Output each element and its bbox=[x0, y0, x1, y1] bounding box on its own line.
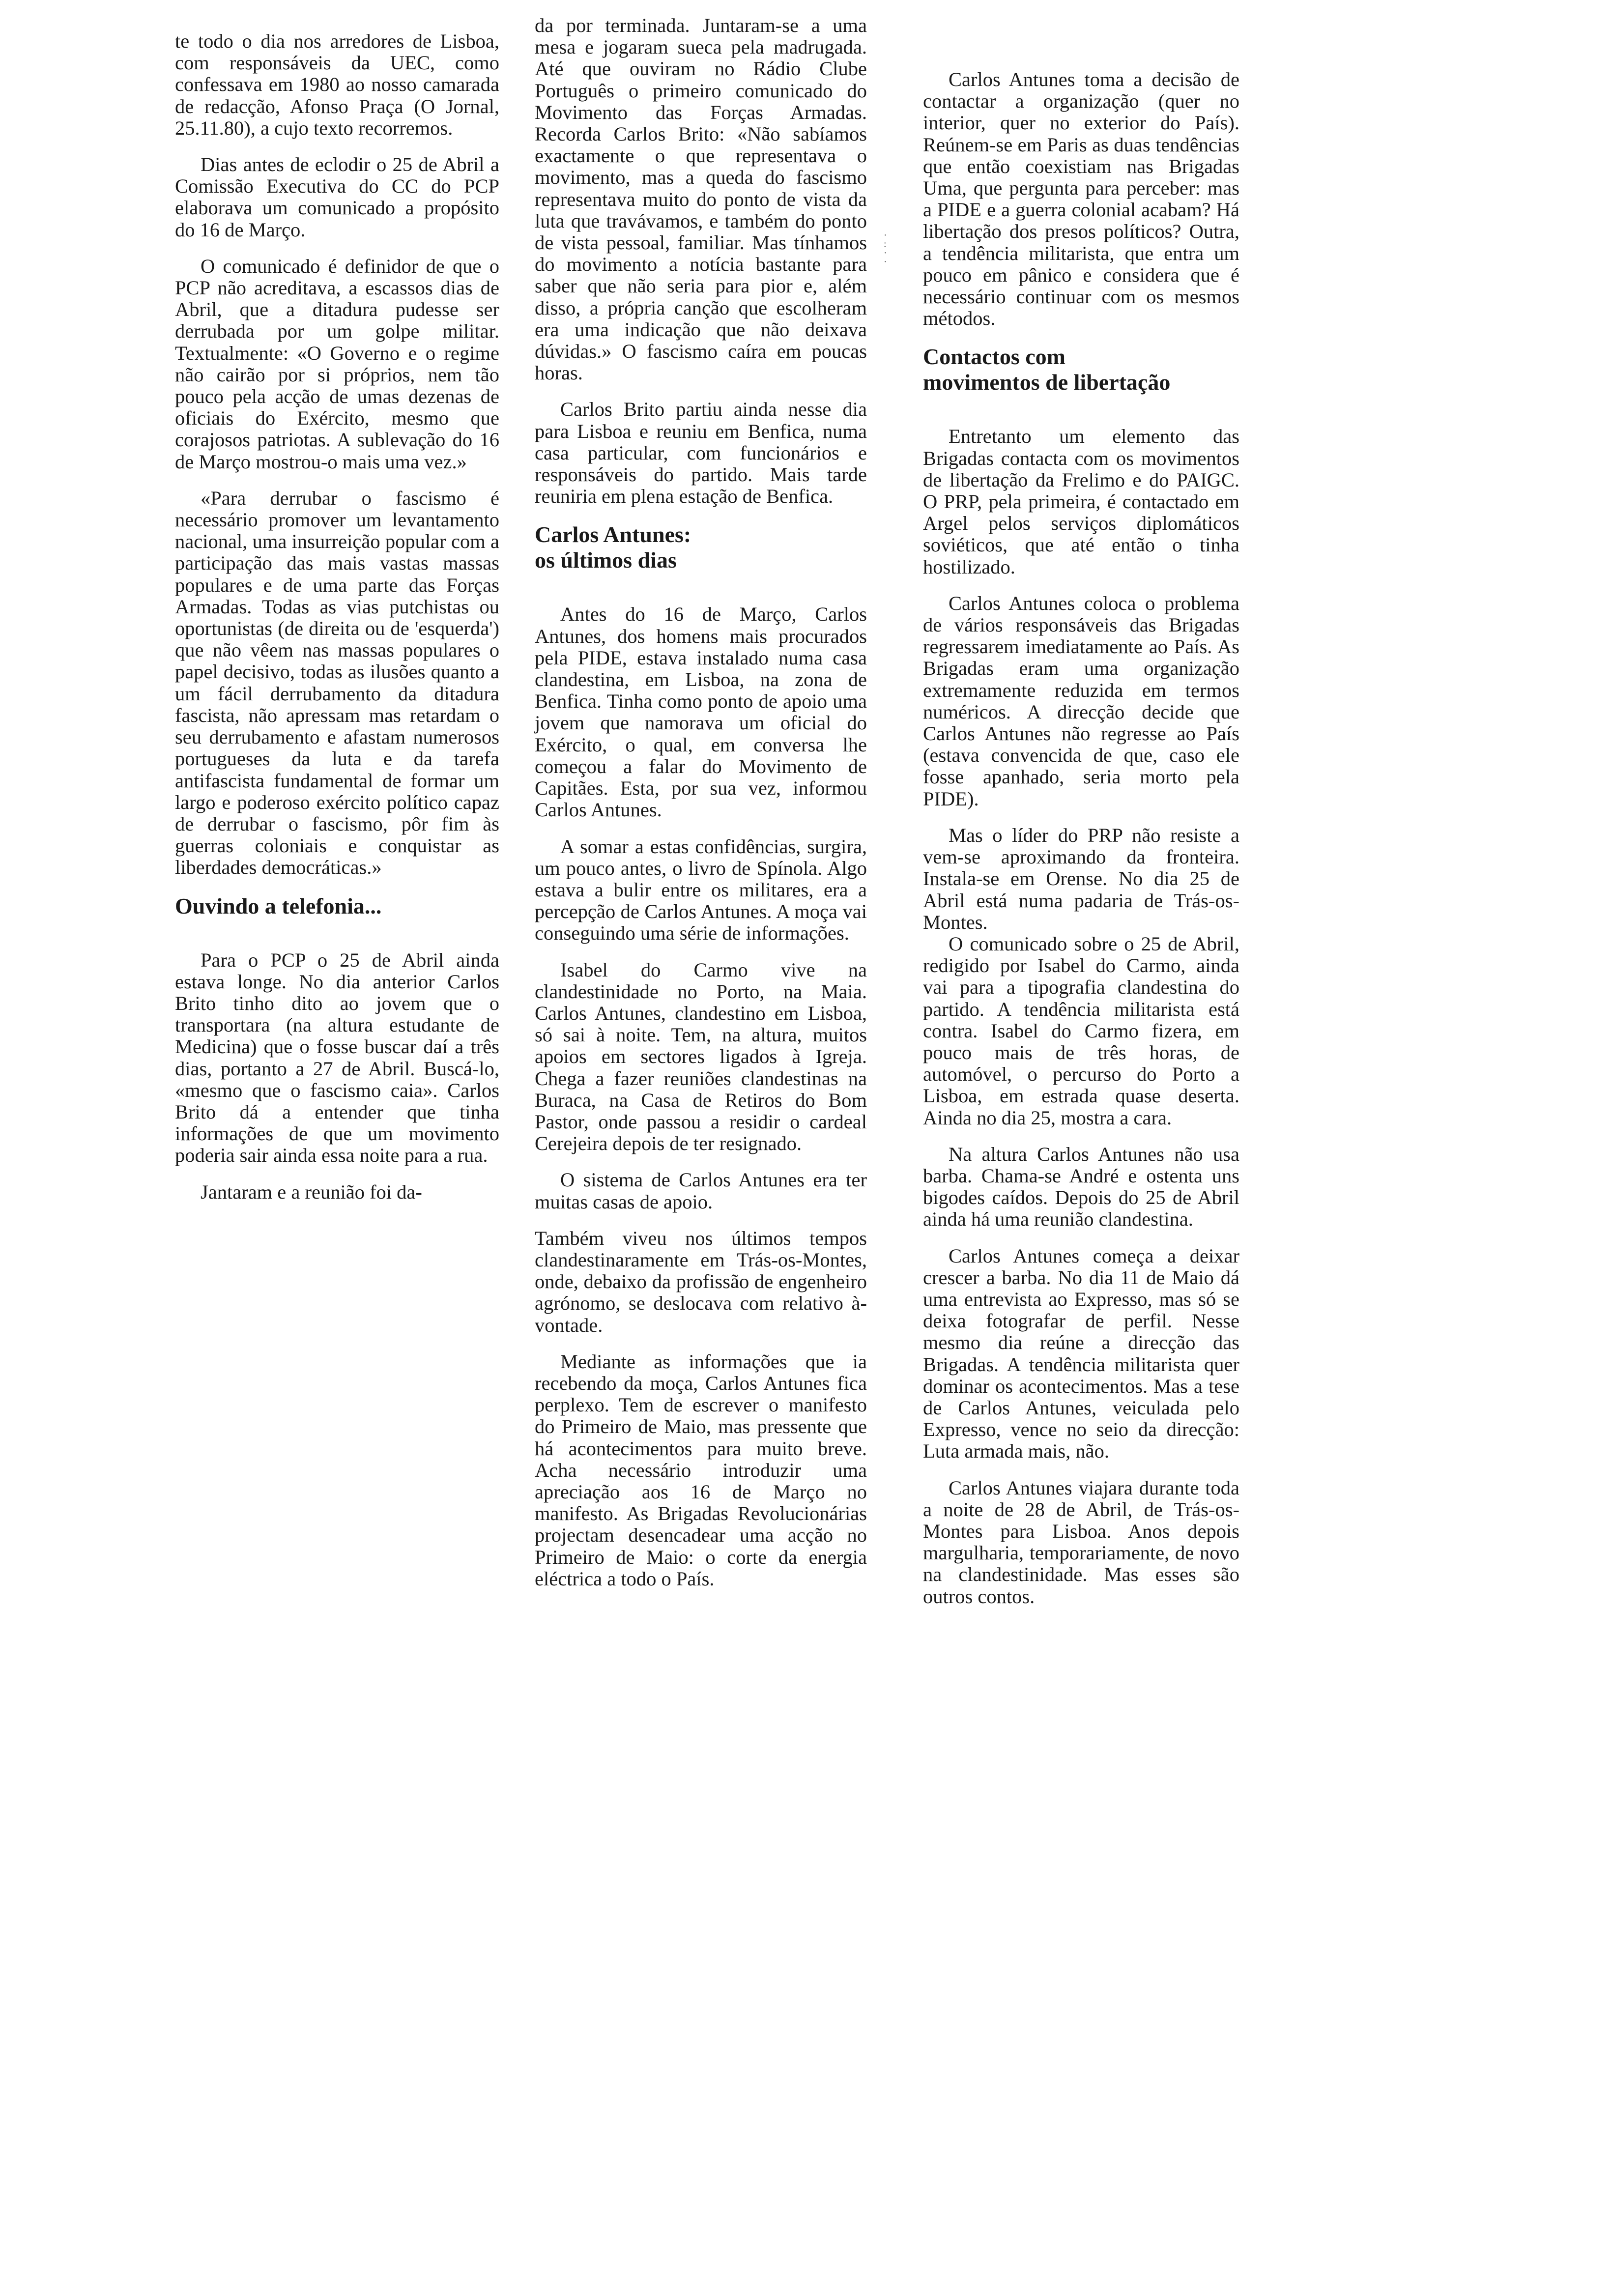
paragraph: Carlos Antunes viajara durante toda a noite de 28 de Abril, de Trás-os-Montes para Lisboa. Anos depois margulharia, temporariamente, de novo na clandestinidade. Mas esses são outros contos. bbox=[923, 1476, 1239, 1607]
section-heading: Ouvindo a telefonia... bbox=[175, 893, 382, 918]
quoted-paragraph: «Para derrubar o fascismo é necessário promover um levantamento nacional, uma insurreição popular com a participação das mais vastas massas populares e de uma parte das Forças Armadas. Todas as vias putchistas ou oportunistas (de direita ou de 'esquerda') que não vêem nas massas populares o papel decisivo, todas as ilusões quanto a um fácil derrubamento da ditadura fascista, não apressam mas retardam o seu derrubamento e afastam numerosos portugueses da luta e da tarefa antifascista fundamental de formar um largo e poderoso exército político capaz de derrubar o fascismo, pôr fim às guerras coloniais e conquistar as liberdades democráticas.» bbox=[175, 487, 499, 879]
paragraph: da por terminada. Juntaram-se a uma mesa e jogaram sueca pela madrugada. Até que ouviram no Rádio Clube Português o primeiro comunicado do Movimento das Forças Armadas. Recorda Carlos Brito: «Não sabíamos exactamente o que representava o movimento, mas a queda do fascismo representava muito do ponto de vista da luta que travávamos, e também do ponto de vista pessoal, familiar. Mas tínhamos do movimento a notícia bastante para saber que não seria para pior e, além disso, a própria canção que escolheram era uma indicação que não deixava dúvidas.» O fascismo caíra em poucas horas. bbox=[535, 14, 867, 384]
print-specks: · : · · bbox=[884, 230, 887, 267]
section-heading-line: os últimos dias bbox=[535, 547, 677, 573]
article-column-1 bbox=[175, 30, 499, 1218]
paragraph: Jantaram e a reunião foi da- bbox=[201, 1180, 422, 1203]
section-heading-line: movimentos de libertação bbox=[923, 370, 1171, 395]
paragraph: O comunicado sobre o 25 de Abril, redigido por Isabel do Carmo, ainda vai para a tipografia clandestina do partido. A tendência militarista está contra. Isabel do Carmo fizera, em pouco mais de três horas, de automóvel, o percurso do Porto a Lisboa, em estrada quase deserta. Ainda no dia 25, mostra a cara. bbox=[923, 932, 1239, 1129]
paragraph: Para o PCP o 25 de Abril ainda estava longe. No dia anterior Carlos Brito tinho dito ao jovem que o transportara (na altura estudante de Medicina) que o fosse buscar daí a três dias, portanto a 27 de Abril. Buscá-lo, «mesmo que o fascismo caia». Carlos Brito dá a entender que tinha informações de que um movimento poderia sair ainda essa noite para a rua. bbox=[175, 948, 499, 1167]
paragraph: Na altura Carlos Antunes não usa barba. Chama-se André e ostenta uns bigodes caídos. Depois do 25 de Abril ainda há uma reunião clandestina. bbox=[923, 1143, 1239, 1231]
paragraph: Carlos Antunes começa a deixar crescer a barba. No dia 11 de Maio dá uma entrevista ao Expresso, mas só se deixa fotografar de perfil. Nesse mesmo dia reúne a direcção das Brigadas. A tendência militarista quer dominar os acontecimentos. Mas a tese de Carlos Antunes, veiculada pelo Expresso, vence no seio da direcção: Luta armada mais, não. bbox=[923, 1244, 1239, 1463]
paragraph: Mediante as informações que ia recebendo da moça, Carlos Antunes fica perplexo. Tem de escrever o manifesto do Primeiro de Maio, mas pressente que há acontecimentos para muito breve. Acha necessário introduzir uma apreciação aos 16 de Março no manifesto. As Brigadas Revolucionárias projectam desencadear uma acção no Primeiro de Maio: o corte da energia eléctrica a todo o País. bbox=[535, 1350, 867, 1590]
section-heading-line: Carlos Antunes: bbox=[535, 522, 691, 547]
paragraph: Entretanto um elemento das Brigadas contacta com os movimentos de libertação da Frelimo e do PAIGC. O PRP, pela primeira, é contactado em Argel pelos serviços diplomáticos soviéticos, que até então o tinha hostilizado. bbox=[923, 425, 1239, 578]
paragraph: Carlos Brito partiu ainda nesse dia para Lisboa e reuniu em Benfica, numa casa particular, com funcionários e responsáveis do partido. Mais tarde reuniria em plena estação de Benfica. bbox=[535, 398, 867, 508]
paragraph: Isabel do Carmo vive na clandestinidade no Porto, na Maia. Carlos Antunes, clandestino em Lisboa, só sai à noite. Tem, na altura, muitos apoios em sectores ligados à Igreja. Chega a fazer reuniões clandestinas na Buraca, na Casa de Retiros do Bom Pastor, onde passou a residir o cardeal Cerejeira depois de ter resignado. bbox=[535, 958, 867, 1155]
paragraph: Carlos Antunes toma a decisão de contactar a organização (quer no interior, quer no exterior do País). Reúnem-se em Paris as duas tendências que então coexistiam nas Brigadas Uma, que pergunta para perceber: mas a PIDE e a guerra colonial acabam? Há libertação dos presos políticos? Outra, a tendência militarista, que entra um pouco em pânico e considera que é necessário continuar com os mesmos métodos. bbox=[923, 68, 1239, 330]
paragraph: Mas o líder do PRP não resiste a vem-se aproximando da fronteira. Instala-se em Orense. No dia 25 de Abril está numa padaria de Trás-os-Montes. bbox=[923, 824, 1239, 933]
paragraph: Antes do 16 de Março, Carlos Antunes, dos homens mais procurados pela PIDE, estava instalado numa casa clandestina, em Lisboa, na zona de Benfica. Tinha como ponto de apoio uma jovem que namorava um oficial do Exército, o qual, em conversa lhe começou a falar do Movimento de Capitães. Esta, por sua vez, informou Carlos Antunes. bbox=[535, 603, 867, 821]
paragraph: te todo o dia nos arredores de Lisboa, com responsáveis da UEC, como confessava em 1980 ao nosso camarada de redacção, Afonso Praça (O Jornal, 25.11.80), a cujo texto recorremos. bbox=[175, 30, 499, 139]
article-column-3 bbox=[923, 69, 1239, 1622]
paragraph: Carlos Antunes coloca o problema de vários responsáveis das Brigadas regressarem imediatamente ao País. As Brigadas eram uma organização extremamente reduzida em termos numéricos. A direcção decide que Carlos Antunes não regresse ao País (estava convencida de que, caso ele fosse apanhado, seria morto pela PIDE). bbox=[923, 592, 1239, 810]
paragraph: A somar a estas confidências, surgira, um pouco antes, o livro de Spínola. Algo estava a bulir entre os militares, era a percepção de Carlos Antunes. A moça vai conseguindo uma série de informações. bbox=[535, 835, 867, 945]
section-heading bbox=[535, 522, 867, 573]
article-column-2 bbox=[535, 15, 867, 1605]
paragraph: O sistema de Carlos Antunes era ter muitas casas de apoio. bbox=[535, 1169, 867, 1213]
paragraph: Dias antes de eclodir o 25 de Abril a Comissão Executiva do CC do PCP elaborava um comunicado a propósito do 16 de Março. bbox=[175, 153, 499, 241]
section-heading-line: Contactos com bbox=[923, 344, 1065, 370]
section-heading bbox=[923, 344, 1239, 395]
paragraph: O comunicado é definidor de que o PCP não acreditava, a escassos dias de Abril, que a ditadura pudesse ser derrubada por um golpe militar. Textualmente: «O Governo e o regime não cairão por si próprios, nem tão pouco pela acção de umas dezenas de oficiais do Exército, mesmo que corajosos patriotas. A sublevação do 16 de Março mostrou-o mais uma vez.» bbox=[175, 255, 499, 473]
paragraph: Também viveu nos últimos tempos clandestinaramente em Trás-os-Montes, onde, debaixo da profissão de engenheiro agrónomo, se deslocava com relativo à-vontade. bbox=[535, 1227, 867, 1336]
